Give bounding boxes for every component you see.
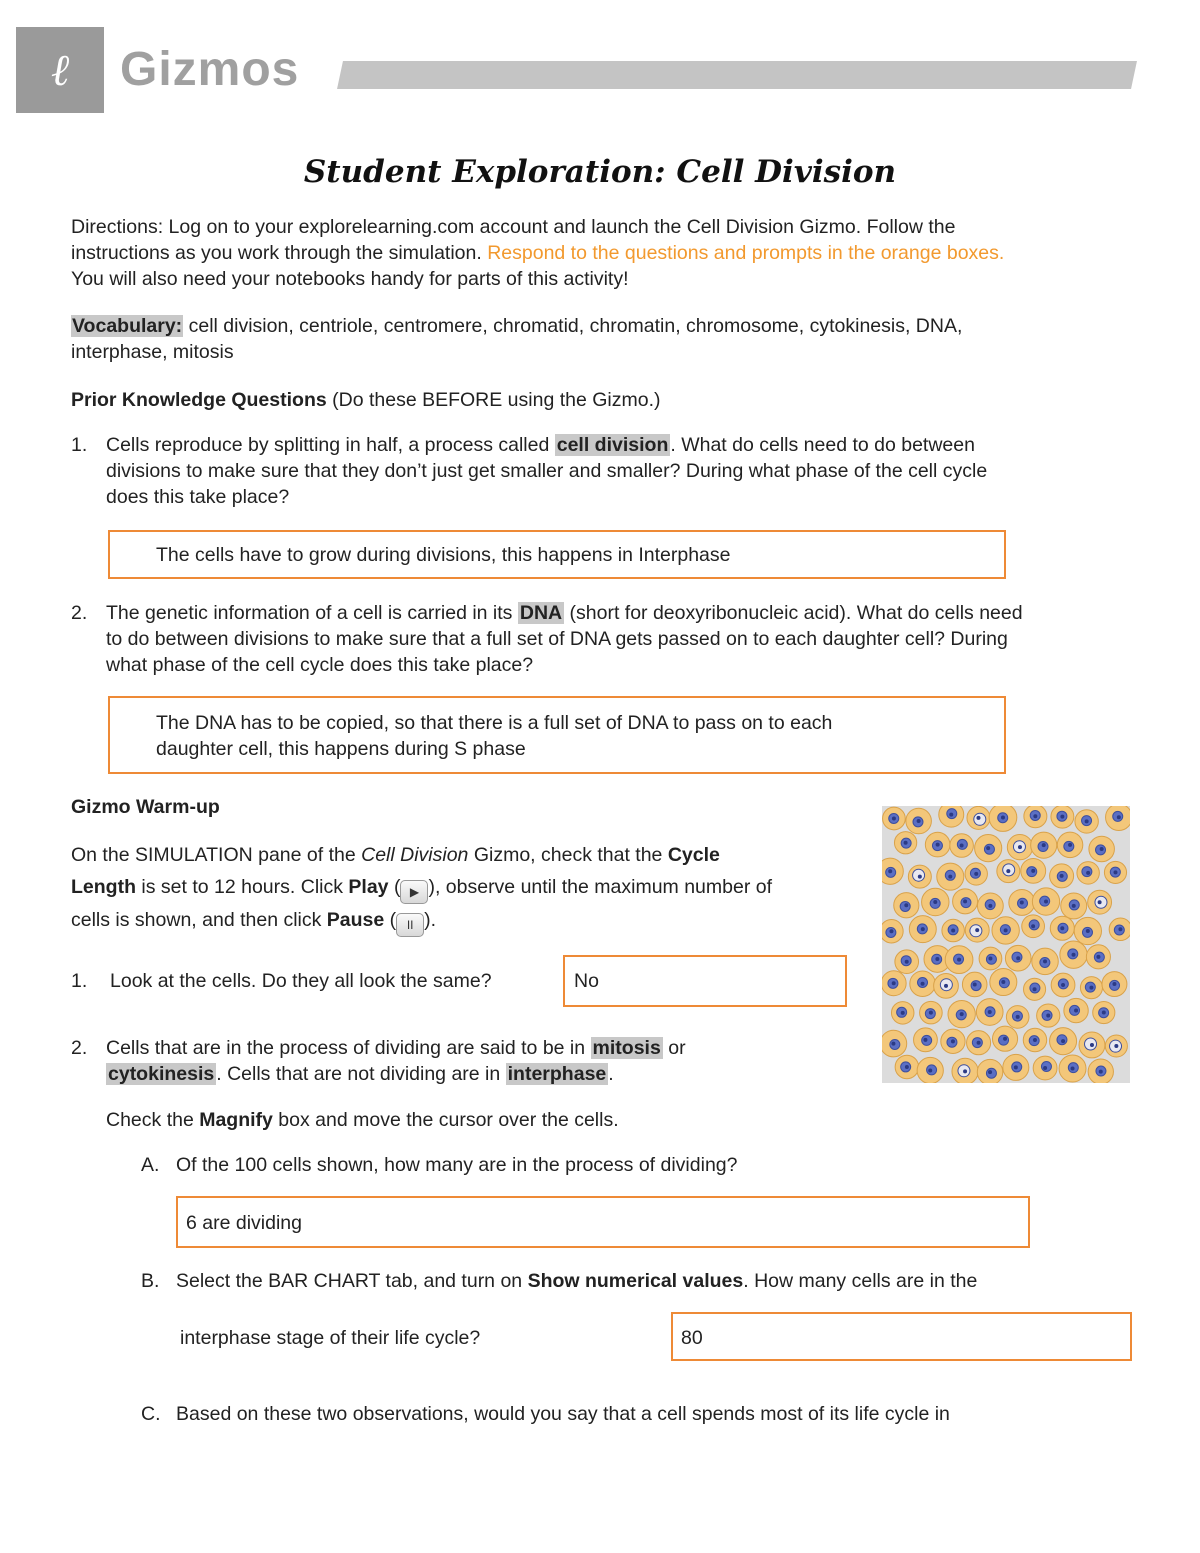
cell-nucleolus bbox=[888, 869, 892, 873]
sub-question-a: Of the 100 cells shown, how many are in the process of dividing? bbox=[176, 1154, 738, 1176]
cell-nucleolus bbox=[1096, 955, 1100, 959]
pause-icon[interactable]: II bbox=[396, 913, 424, 937]
cell bbox=[882, 858, 903, 884]
answer-text: 6 are dividing bbox=[186, 1212, 302, 1234]
cell bbox=[1006, 1006, 1029, 1029]
cell-nucleolus bbox=[1085, 819, 1089, 823]
sub-question-letter: A. bbox=[141, 1154, 160, 1176]
cell-nucleolus bbox=[1004, 928, 1008, 932]
warmup-question-2: Cells that are in the process of dividing are said to be in mitosis or cytokinesis . Cells that are not dividing are in interphase . bbox=[106, 1037, 686, 1085]
cell bbox=[1032, 888, 1059, 915]
cell-nucleolus bbox=[889, 929, 893, 933]
cell-nucleolus bbox=[1042, 843, 1046, 847]
sub-question-b-cont: interphase stage of their life cycle? bbox=[180, 1327, 481, 1349]
cell-nucleolus bbox=[1031, 869, 1035, 873]
cell bbox=[975, 835, 1002, 862]
answer-box-a[interactable] bbox=[176, 1196, 1030, 1248]
cell-nucleolus bbox=[905, 1065, 909, 1069]
answer-text: 80 bbox=[681, 1327, 703, 1349]
cell bbox=[920, 1001, 943, 1024]
cell-nucleolus bbox=[957, 958, 961, 962]
directions-line-2: instructions as you work through the simulation. Respond to the questions and prompts in the orange boxes. bbox=[71, 242, 1005, 264]
cell bbox=[962, 972, 987, 997]
cell bbox=[895, 1055, 919, 1079]
cell-nucleolus bbox=[918, 875, 922, 879]
cell bbox=[908, 865, 931, 888]
cell bbox=[979, 947, 1002, 970]
directions bbox=[71, 214, 1151, 292]
cell bbox=[895, 950, 919, 974]
cell bbox=[1059, 1055, 1086, 1082]
directions-line-1: Directions: Log on to your explorelearning.com account and launch the Cell Division Gizmo. Follow the bbox=[71, 216, 956, 238]
cell bbox=[989, 806, 1017, 831]
cell bbox=[997, 860, 1020, 883]
cell bbox=[1050, 916, 1074, 940]
cell bbox=[1088, 890, 1112, 914]
cell-nucleolus bbox=[963, 1069, 967, 1073]
cell-nucleolus bbox=[1086, 871, 1090, 875]
cell-nucleolus bbox=[1014, 1065, 1018, 1069]
cell bbox=[992, 917, 1019, 944]
cell-nucleolus bbox=[923, 1038, 927, 1042]
vocabulary-terms-cont: interphase, mitosis bbox=[71, 341, 234, 363]
cell-nucleus bbox=[1041, 1062, 1051, 1072]
cell bbox=[1024, 978, 1046, 1000]
cell-nucleolus bbox=[988, 1010, 992, 1014]
prior-question-2: The genetic information of a cell is carried in its DNA (short for deoxyribonucleic acid). What do cells need to do between divisions to make sure that a full set of DNA gets passed on to each daughter cell? During what phase of the cell cycle does this take place? bbox=[106, 602, 1023, 676]
cell bbox=[882, 920, 903, 943]
cell bbox=[925, 832, 950, 857]
cell bbox=[1093, 1001, 1115, 1023]
cell bbox=[934, 974, 959, 999]
cell bbox=[1003, 1054, 1029, 1080]
cell bbox=[1088, 1059, 1113, 1083]
sub-question-letter: B. bbox=[141, 1270, 160, 1292]
cell bbox=[1050, 1028, 1077, 1055]
cell bbox=[977, 893, 1003, 919]
cell bbox=[1106, 806, 1130, 830]
cell-nucleolus bbox=[963, 899, 967, 903]
answer-box-b[interactable] bbox=[671, 1312, 1132, 1361]
cell-nucleolus bbox=[1003, 1037, 1007, 1041]
cell-nucleolus bbox=[986, 846, 990, 850]
cell-nucleolus bbox=[1043, 1066, 1047, 1070]
cell bbox=[917, 1057, 943, 1083]
cell-nucleolus bbox=[1033, 987, 1037, 991]
prior-question-1: Cells reproduce by splitting in half, a process called cell division . What do cells need to do between divisions to make sure that they don’t just get smaller and smaller? During what phase of the cell cycle does this take place? bbox=[106, 434, 988, 508]
cell bbox=[910, 971, 936, 997]
cell-nucleolus bbox=[1031, 924, 1035, 928]
cell bbox=[945, 946, 973, 974]
cell bbox=[1005, 945, 1031, 971]
cell-nucleolus bbox=[1016, 956, 1020, 960]
cell bbox=[948, 1000, 975, 1027]
cell-nucleolus bbox=[1086, 929, 1090, 933]
term-cytokinesis: cytokinesis bbox=[108, 1063, 215, 1085]
warmup-question-1: Look at the cells. Do they all look the same? bbox=[110, 970, 492, 992]
cell-nucleolus bbox=[977, 1041, 981, 1045]
cell-nucleus bbox=[999, 1035, 1009, 1045]
cell bbox=[965, 918, 989, 942]
question-number: 2. bbox=[71, 602, 88, 624]
question-number: 1. bbox=[71, 434, 88, 456]
explorelearning-logo-icon bbox=[28, 45, 92, 95]
cell bbox=[909, 916, 936, 943]
cell-nucleolus bbox=[960, 844, 964, 848]
cell-nucleolus bbox=[1102, 1011, 1106, 1015]
cell-nucleolus bbox=[988, 957, 992, 961]
cell bbox=[1061, 893, 1087, 919]
cell bbox=[1074, 917, 1101, 944]
cell-nucleolus bbox=[1114, 1044, 1118, 1048]
cell-simulation-image bbox=[882, 806, 1130, 1083]
cell bbox=[882, 971, 906, 996]
answer-box-prior-1[interactable] bbox=[108, 530, 1006, 579]
cell bbox=[1032, 948, 1059, 975]
answer-text: The DNA has to be copied, so that there is a full set of DNA to pass on to each bbox=[156, 712, 833, 734]
question-number: 2. bbox=[71, 1037, 88, 1059]
cell-nucleolus bbox=[921, 982, 925, 986]
cells-illustration bbox=[882, 806, 1130, 1083]
cell-nucleolus bbox=[1033, 1038, 1037, 1042]
cell bbox=[1051, 806, 1074, 828]
cell-nucleolus bbox=[1099, 1070, 1103, 1074]
cell bbox=[990, 968, 1017, 995]
cell-nucleolus bbox=[1071, 1067, 1075, 1071]
cell bbox=[965, 863, 987, 885]
cell-nucleolus bbox=[1100, 847, 1104, 851]
cell-nucleolus bbox=[1090, 1043, 1094, 1047]
cell bbox=[1007, 834, 1032, 859]
cell-nucleolus bbox=[933, 900, 937, 904]
cell-nucleolus bbox=[1089, 986, 1093, 990]
cell bbox=[1079, 1032, 1105, 1058]
directions-line-3: You will also need your notebooks handy for parts of this activity! bbox=[71, 268, 629, 290]
cell bbox=[939, 806, 964, 827]
vocabulary-terms: cell division, centriole, centromere, chromatid, chromatin, chromosome, cytokinesis, DNA, bbox=[183, 315, 963, 337]
cell-nucleolus bbox=[974, 872, 978, 876]
cell-nucleolus bbox=[1074, 1009, 1078, 1013]
cell-nucleolus bbox=[935, 957, 939, 961]
cell-nucleolus bbox=[1046, 1014, 1050, 1018]
answer-box-prior-2[interactable] bbox=[108, 696, 1006, 774]
cell-nucleolus bbox=[960, 1012, 964, 1016]
cell bbox=[894, 832, 916, 854]
cell bbox=[1023, 1028, 1046, 1051]
cell-nucleolus bbox=[1061, 983, 1065, 987]
cell bbox=[937, 863, 964, 890]
answer-box-warmup-1[interactable] bbox=[563, 955, 847, 1007]
cell-nucleolus bbox=[988, 1070, 992, 1074]
cell bbox=[1064, 998, 1088, 1022]
cell-nucleolus bbox=[1118, 927, 1122, 931]
svg-text:ℓ: ℓ bbox=[50, 45, 70, 95]
cell-nucleolus bbox=[944, 984, 948, 988]
vocabulary bbox=[71, 313, 1151, 365]
cell-nucleolus bbox=[1001, 816, 1005, 820]
cell-nucleolus bbox=[936, 843, 940, 847]
cell bbox=[894, 893, 919, 918]
cell bbox=[1022, 915, 1045, 938]
cell bbox=[950, 834, 974, 858]
term-interphase: interphase bbox=[507, 1063, 607, 1085]
cell-nucleolus bbox=[1033, 814, 1037, 818]
cell bbox=[953, 889, 978, 914]
magnify-instruction: Check the Magnify box and move the cursor over the cells. bbox=[106, 1109, 619, 1131]
cell bbox=[967, 806, 990, 829]
cell-nucleolus bbox=[1060, 926, 1064, 930]
cell-nucleolus bbox=[1113, 870, 1117, 874]
cell bbox=[891, 1002, 913, 1024]
cell bbox=[1060, 941, 1087, 968]
cell-nucleolus bbox=[975, 928, 979, 932]
cell bbox=[1051, 973, 1075, 997]
cell-nucleolus bbox=[905, 960, 909, 964]
cell bbox=[883, 807, 906, 830]
play-icon[interactable]: ▶ bbox=[400, 880, 428, 904]
logo-badge bbox=[16, 27, 104, 113]
sub-question-letter: C. bbox=[141, 1403, 161, 1425]
cell-nucleolus bbox=[1072, 904, 1076, 908]
cell bbox=[1102, 972, 1127, 997]
warmup-intro: On the SIMULATION pane of the Cell Division Gizmo, check that the Cycle Length is set to 12 hours. Click Play ( ▶ ), observe until the maximum number of cells is shown, and then click Pause ( II ). bbox=[71, 839, 871, 937]
cell-nucleolus bbox=[904, 903, 908, 907]
orange-instruction: Respond to the questions and prompts in the orange boxes. bbox=[487, 242, 1005, 264]
cell bbox=[1037, 1004, 1060, 1027]
cell bbox=[1075, 810, 1098, 833]
answer-text: No bbox=[574, 970, 599, 992]
sub-question-c: Based on these two observations, would you say that a cell spends most of its life cycle in bbox=[176, 1403, 950, 1425]
cell-nucleolus bbox=[1068, 843, 1072, 847]
cell bbox=[1031, 832, 1057, 858]
cell-nucleolus bbox=[1072, 953, 1076, 957]
answer-text: daughter cell, this happens during S phase bbox=[156, 738, 526, 760]
prior-knowledge-heading: Prior Knowledge Questions (Do these BEFORE using the Gizmo.) bbox=[71, 389, 661, 411]
cell-nucleolus bbox=[1098, 900, 1102, 904]
answer-text: The cells have to grow during divisions, this happens in Interphase bbox=[156, 544, 731, 566]
cell bbox=[922, 888, 949, 915]
cell bbox=[977, 1059, 1002, 1083]
cell-nucleolus bbox=[976, 816, 980, 820]
cell-nucleolus bbox=[891, 1042, 895, 1046]
cell-nucleolus bbox=[928, 1069, 932, 1073]
cell bbox=[976, 999, 1003, 1026]
cell bbox=[914, 1028, 938, 1052]
cell-nucleolus bbox=[1006, 869, 1010, 873]
cell-nucleolus bbox=[901, 1011, 905, 1015]
term-cell-division: cell division bbox=[556, 434, 669, 456]
cell-nucleolus bbox=[949, 813, 953, 817]
cell-nucleolus bbox=[1020, 900, 1024, 904]
cell-nucleolus bbox=[1117, 815, 1121, 819]
cell bbox=[1080, 977, 1102, 999]
cell bbox=[1050, 864, 1074, 888]
cell bbox=[1086, 945, 1110, 969]
cell-nucleolus bbox=[973, 982, 977, 986]
cell-nucleolus bbox=[951, 1039, 955, 1043]
warmup-heading: Gizmo Warm-up bbox=[71, 796, 220, 818]
term-dna: DNA bbox=[519, 602, 563, 624]
term-mitosis: mitosis bbox=[592, 1037, 661, 1059]
header-divider-bar bbox=[337, 61, 1137, 89]
brand-name: Gizmos bbox=[120, 43, 300, 96]
cell-nucleolus bbox=[1016, 1015, 1020, 1019]
cell bbox=[1104, 861, 1126, 883]
page-title: Student Exploration: Cell Division bbox=[303, 154, 897, 190]
cell bbox=[1009, 889, 1035, 915]
cell bbox=[1077, 862, 1099, 884]
cell bbox=[906, 808, 932, 834]
cell bbox=[967, 1031, 991, 1055]
cell bbox=[1089, 836, 1115, 862]
cell bbox=[1109, 918, 1130, 941]
cell-nucleolus bbox=[1112, 982, 1116, 986]
cell bbox=[882, 1030, 907, 1057]
cell-nucleolus bbox=[904, 841, 908, 845]
cell-nucleolus bbox=[892, 816, 896, 820]
cell bbox=[992, 1026, 1017, 1051]
cell bbox=[942, 919, 965, 942]
cell bbox=[1021, 858, 1046, 883]
cell-nucleolus bbox=[988, 904, 992, 908]
cell-nucleolus bbox=[929, 1011, 933, 1015]
vocabulary-label: Vocabulary: bbox=[72, 315, 183, 337]
cell-nucleolus bbox=[917, 819, 921, 823]
cell bbox=[952, 1058, 978, 1083]
question-number: 1. bbox=[71, 970, 88, 992]
cell-nucleolus bbox=[921, 927, 925, 931]
cell-nucleolus bbox=[892, 981, 896, 985]
cell-nucleolus bbox=[1001, 980, 1005, 984]
cell-nucleolus bbox=[1043, 959, 1047, 963]
sub-question-b: Select the BAR CHART tab, and turn on Show numerical values. How many cells are in the bbox=[176, 1270, 978, 1292]
cell-nucleolus bbox=[951, 929, 955, 933]
cell bbox=[1057, 832, 1083, 858]
cell-nucleolus bbox=[1044, 900, 1048, 904]
cell-nucleolus bbox=[1060, 874, 1064, 878]
cell bbox=[1033, 1056, 1057, 1080]
cell-nucleolus bbox=[948, 875, 952, 879]
cell-nucleolus bbox=[1060, 815, 1064, 819]
cell bbox=[1024, 806, 1047, 828]
cell bbox=[1105, 1035, 1127, 1057]
cell-nucleolus bbox=[1061, 1039, 1065, 1043]
cell-nucleolus bbox=[1018, 845, 1022, 849]
cell bbox=[941, 1029, 965, 1053]
